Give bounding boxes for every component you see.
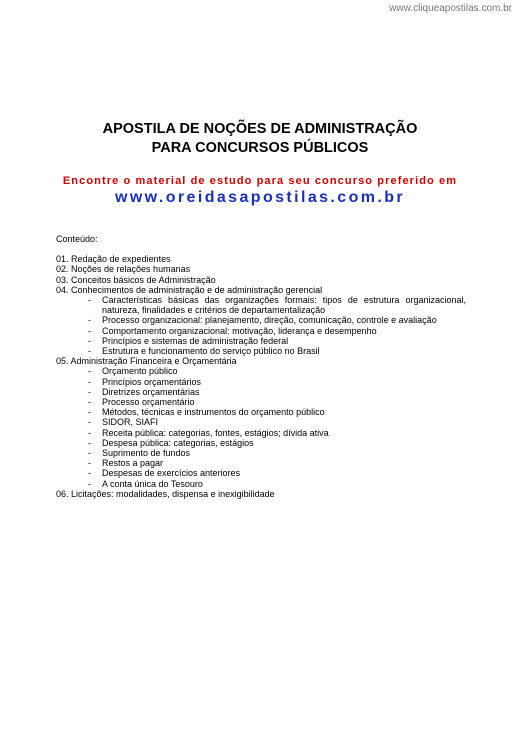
- bullet-dash: -: [88, 448, 91, 459]
- toc-subitem: [56, 366, 466, 376]
- toc-list: [56, 254, 466, 499]
- promo-text: Encontre o material de estudo para seu concurso preferido em: [62, 175, 458, 187]
- toc-subitem-label: Processo organizacional: planejamento, direção, comunicação, controle e avaliação: [102, 315, 437, 326]
- toc-subitem-label: SIDOR, SIAFI: [102, 417, 159, 428]
- bullet-dash: -: [88, 427, 91, 438]
- toc-subitem: [56, 336, 466, 346]
- toc-subitem-label: Diretrizes orçamentárias: [102, 386, 200, 397]
- toc-item: 01. Redação de expedientes: [56, 254, 171, 265]
- table-of-contents: [56, 234, 466, 499]
- bullet-dash: -: [88, 325, 91, 336]
- toc-subitem-label: Processo orçamentário: [102, 397, 195, 408]
- bullet-dash: -: [88, 437, 91, 448]
- bullet-dash: -: [88, 295, 91, 306]
- toc-subitem: [56, 417, 466, 427]
- toc-subitem: [56, 479, 466, 489]
- bullet-dash: -: [88, 376, 91, 387]
- bullet-dash: -: [88, 407, 91, 418]
- toc-item: 04. Conhecimentos de administração e de administração gerencial: [56, 284, 323, 295]
- toc-subitem: [56, 315, 466, 325]
- bullet-dash: -: [88, 417, 91, 428]
- document-title: [0, 120, 520, 158]
- toc-subitem: [56, 448, 466, 458]
- title-line-1: APOSTILA DE NOÇÕES DE ADMINISTRAÇÃO: [102, 121, 418, 137]
- bullet-dash: -: [88, 366, 91, 377]
- bullet-dash: -: [88, 315, 91, 326]
- toc-subitem: [56, 295, 466, 315]
- toc-subitem: [56, 387, 466, 397]
- toc-subitem-label: Comportamento organizacional: motivação, liderança e desempenho: [102, 325, 377, 336]
- header-url: www.cliqueapostilas.com.br: [389, 3, 512, 14]
- toc-subitem-label: Receita pública: categorias, fontes, estágios; dívida ativa: [102, 427, 329, 438]
- toc-subitem: [56, 438, 466, 448]
- bullet-dash: -: [88, 397, 91, 408]
- toc-subitem: [56, 468, 466, 478]
- toc-subitem: [56, 377, 466, 387]
- bullet-dash: -: [88, 458, 91, 469]
- title-line-2: PARA CONCURSOS PÚBLICOS: [151, 140, 369, 156]
- toc-subitem-label: Despesas de exercícios anteriores: [102, 468, 241, 479]
- bullet-dash: -: [88, 478, 91, 489]
- toc-item: 03. Conceitos básicos de Administração: [56, 274, 216, 285]
- bullet-dash: -: [88, 335, 91, 346]
- toc-subitem-label: Suprimento de fundos: [102, 448, 191, 459]
- toc-item: 05. Administração Financeira e Orçamentária: [56, 356, 237, 367]
- toc-subitem: [56, 397, 466, 407]
- toc-subitem: [56, 407, 466, 417]
- toc-subitem: [56, 428, 466, 438]
- toc-subitem-label: Métodos, técnicas e instrumentos do orçamento público: [102, 407, 325, 418]
- promo-website-link[interactable]: www.oreidasapostilas.com.br: [114, 189, 406, 206]
- toc-heading: Conteúdo:: [56, 234, 98, 244]
- toc-subitem: [56, 458, 466, 468]
- toc-subitem-label: Princípios e sistemas de administração federal: [102, 335, 289, 346]
- bullet-dash: -: [88, 468, 91, 479]
- toc-subitem-label: Princípios orçamentários: [102, 376, 202, 387]
- toc-subitem-label: Restos a pagar: [102, 458, 164, 469]
- toc-subitem-label: A conta única do Tesouro: [102, 478, 203, 489]
- toc-subitem: [56, 326, 466, 336]
- toc-subitem-label: Despesa pública: categorias, estágios: [102, 437, 254, 448]
- toc-subitem-label: Orçamento público: [102, 366, 178, 377]
- toc-subitem-label: Estrutura e funcionamento do serviço público no Brasil: [102, 346, 320, 357]
- toc-subitem-label: Características básicas das organizações formais: tipos de estrutura organizacional, natureza, finalidades e critérios de departamentalização: [102, 295, 466, 316]
- toc-item: 06. Licitações: modalidades, dispensa e inexigibilidade: [56, 488, 275, 499]
- bullet-dash: -: [88, 386, 91, 397]
- bullet-dash: -: [88, 346, 91, 357]
- toc-item: 02. Noções de relações humanas: [56, 264, 191, 275]
- toc-subitem: [56, 346, 466, 356]
